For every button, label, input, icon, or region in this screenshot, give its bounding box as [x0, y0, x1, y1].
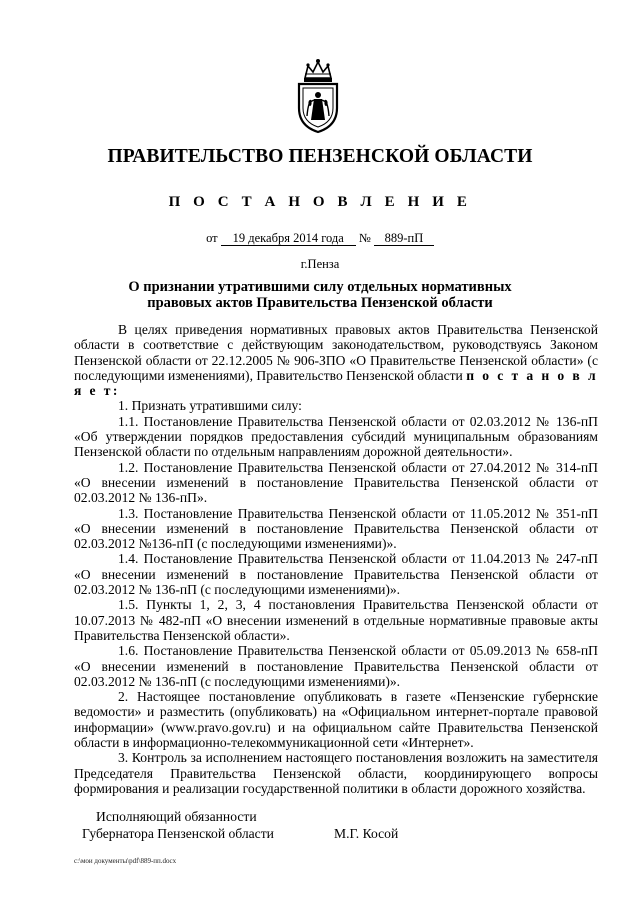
signatory-name: М.Г. Косой	[334, 826, 399, 841]
subject-line-1: О признании утратившими силу отдельных нормативных	[128, 279, 512, 295]
item-1-4: 1.4. Постановление Правительства Пензенской области от 11.04.2013 № 247-пП «О внесении изменений в постановление Правительства Пензенской области от 02.03.2012 № 136-пП (с последующими изменениями)».	[74, 551, 598, 598]
item-2: 2. Настоящее постановление опубликовать в газете «Пензенские губернские ведомости» и разместить (опубликовать) на «Официальном интернет-портале правовой информации» (www.pravo.gov.ru) и на официальном сайте Правительства Пензенской области в информационно-телекоммуникационной сети «Интернет».	[74, 689, 598, 751]
item-1-6: 1.6. Постановление Правительства Пензенской области от 05.09.2013 № 658-пП «О внесении изменений в постановление Правительства Пензенской области от 02.03.2012 № 136-пП (с последующими изменениями)».	[74, 643, 598, 689]
item-1-3: 1.3. Постановление Правительства Пензенской области от 11.05.2012 № 351-пП «О внесении изменений в постановление Правительства Пензенской области от 02.03.2012 №136-пП (с последующими изменениями)».	[74, 505, 598, 552]
organization-title: ПРАВИТЕЛЬСТВО ПЕНЗЕНСКОЙ ОБЛАСТИ	[107, 146, 533, 167]
signature-block	[74, 808, 598, 842]
signature-line-1: Исполняющий обязанности	[96, 809, 257, 824]
number-sign: №	[358, 231, 371, 245]
document-body	[74, 322, 598, 796]
resolves-word: п о с т а н о в л я е т:	[74, 367, 598, 399]
document-type: П О С Т А Н О В Л Е Н И Е	[168, 194, 472, 210]
date-number-line	[0, 231, 640, 246]
footer-file-path: c:\мои документы\pdf\889-пп.docx	[74, 857, 177, 865]
document-date: 19 декабря 2014 года	[221, 231, 356, 246]
city: г.Пенза	[300, 257, 340, 271]
preamble-text: В целях приведения нормативных правовых актов Правительства Пензенской области в соответствие с действующим законодательством, руководствуясь Законом Пензенской области от 22.12.2005 № 906-ЗПО «О Правительстве Пензенской области» (с последующими изменениями), Правительство Пензенской области	[74, 322, 598, 383]
document-number: 889-пП	[374, 231, 434, 246]
item-1-5: 1.5. Пункты 1, 2, 3, 4 постановления Правительства Пензенской области от 10.07.2013 № 482-пП «О внесении изменений в отдельные нормативные правовые акты Правительства Пензенской области».	[74, 597, 598, 643]
item-3: 3. Контроль за исполнением настоящего постановления возложить на заместителя Председателя Правительства Пензенской области, координирующего вопросы формирования и реализации государственной политики в области дорожного хозяйства.	[74, 750, 598, 796]
signatory-position: Губернатора Пензенской области	[82, 826, 274, 841]
document-subject	[60, 279, 580, 311]
item-1-1: 1.1. Постановление Правительства Пензенской области от 02.03.2012 № 136-пП «Об утверждении порядков предоставления субсидий муниципальным образованиям Пензенской области по отдельным направлениям дорожной деятельности».	[74, 413, 598, 460]
item-1-2: 1.2. Постановление Правительства Пензенской области от 27.04.2012 № 314-пП «О внесении изменений в постановление Правительства Пензенской области от 02.03.2012 № 136-пП».	[74, 459, 598, 506]
preamble-paragraph	[74, 322, 598, 398]
subject-line-2: правовых актов Правительства Пензенской области	[147, 295, 493, 311]
date-prefix: от	[206, 231, 218, 245]
item-1: 1. Признать утратившими силу:	[118, 398, 302, 414]
penza-coat-of-arms-icon	[291, 56, 345, 136]
signature-line-2	[74, 825, 598, 842]
